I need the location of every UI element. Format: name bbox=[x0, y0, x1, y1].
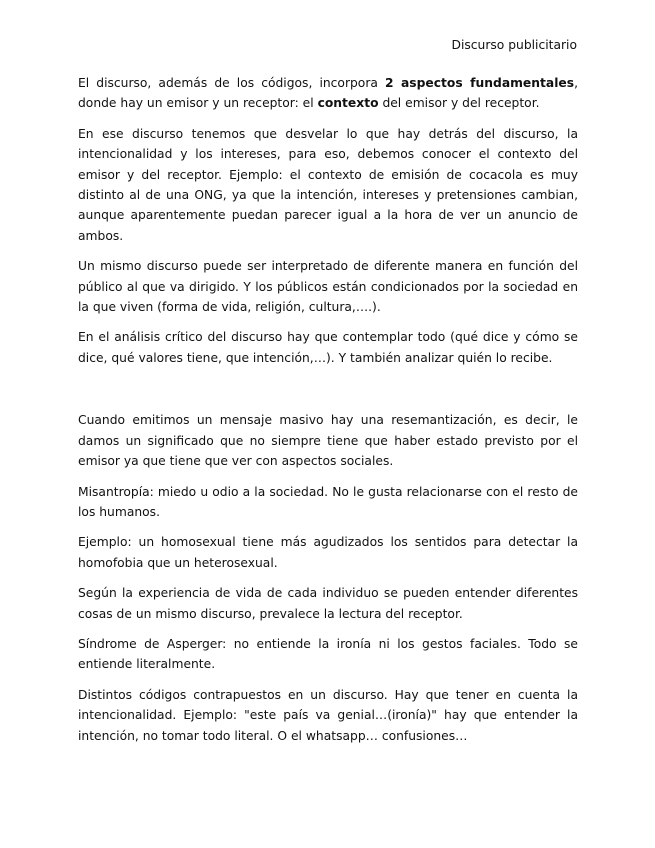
paragraph-text: El discurso, además de los códigos, incorpora bbox=[78, 76, 385, 90]
page-header: Discurso publicitario bbox=[451, 38, 577, 52]
paragraph-aspectos bbox=[78, 73, 578, 114]
paragraph-resemantizacion: Cuando emitimos un mensaje masivo hay una resemantización, es decir, le damos un significado que no siempre tiene que haber estado previsto por el emisor ya que tiene que ver con aspectos sociales. bbox=[78, 413, 578, 469]
paragraph-experiencia: Según la experiencia de vida de cada individuo se pueden entender diferentes cosas de un mismo discurso, prevalece la lectura del receptor. bbox=[78, 586, 578, 621]
paragraph-analisis-critico: En el análisis crítico del discurso hay que contemplar todo (qué dice y cómo se dice, qué valores tiene, que intención,…). Y también analizar quién lo recibe. bbox=[78, 330, 578, 365]
paragraph-misantropia: Misantropía: miedo u odio a la sociedad. No le gusta relacionarse con el resto de los humanos. bbox=[78, 484, 578, 519]
paragraph-codigos: Distintos códigos contrapuestos en un discurso. Hay que tener en cuenta la intencionalidad. Ejemplo: "este país va genial…(ironía)" hay que entender la intención, no tomar todo literal. O el whatsapp… confusiones… bbox=[78, 687, 578, 743]
paragraph-text: , donde hay un emisor y un receptor: el bbox=[78, 76, 578, 111]
bold-term-aspectos: 2 aspectos fundamentales bbox=[385, 76, 575, 90]
paragraph-ejemplo-homofobia: Ejemplo: un homosexual tiene más agudizados los sentidos para detectar la homofobia que un heterosexual. bbox=[78, 535, 578, 570]
paragraph-asperger: Síndrome de Asperger: no entiende la ironía ni los gestos faciales. Todo se entiende literalmente. bbox=[78, 636, 578, 672]
document-body bbox=[78, 73, 578, 756]
paragraph-intencionalidad: En ese discurso tenemos que desvelar lo que hay detrás del discurso, la intencionalidad y los intereses, para eso, debemos conocer el contexto del emisor y del receptor. Ejemplo: el contexto de emisión de cocacola es muy distinto al de una ONG, ya que la intención, intereses y pretensiones cambian, aunque aparentemente puedan parecer igual a la hora de ver un anuncio de ambos. bbox=[78, 126, 578, 243]
bold-term-contexto: contexto bbox=[317, 96, 379, 111]
paragraph-text: del emisor y del receptor. bbox=[378, 96, 540, 111]
paragraph-publico: Un mismo discurso puede ser interpretado de diferente manera en función del público al que va dirigido. Y los públicos están condicionados por la sociedad en la que viven (forma de vida, religión, cultura,….). bbox=[78, 259, 578, 315]
